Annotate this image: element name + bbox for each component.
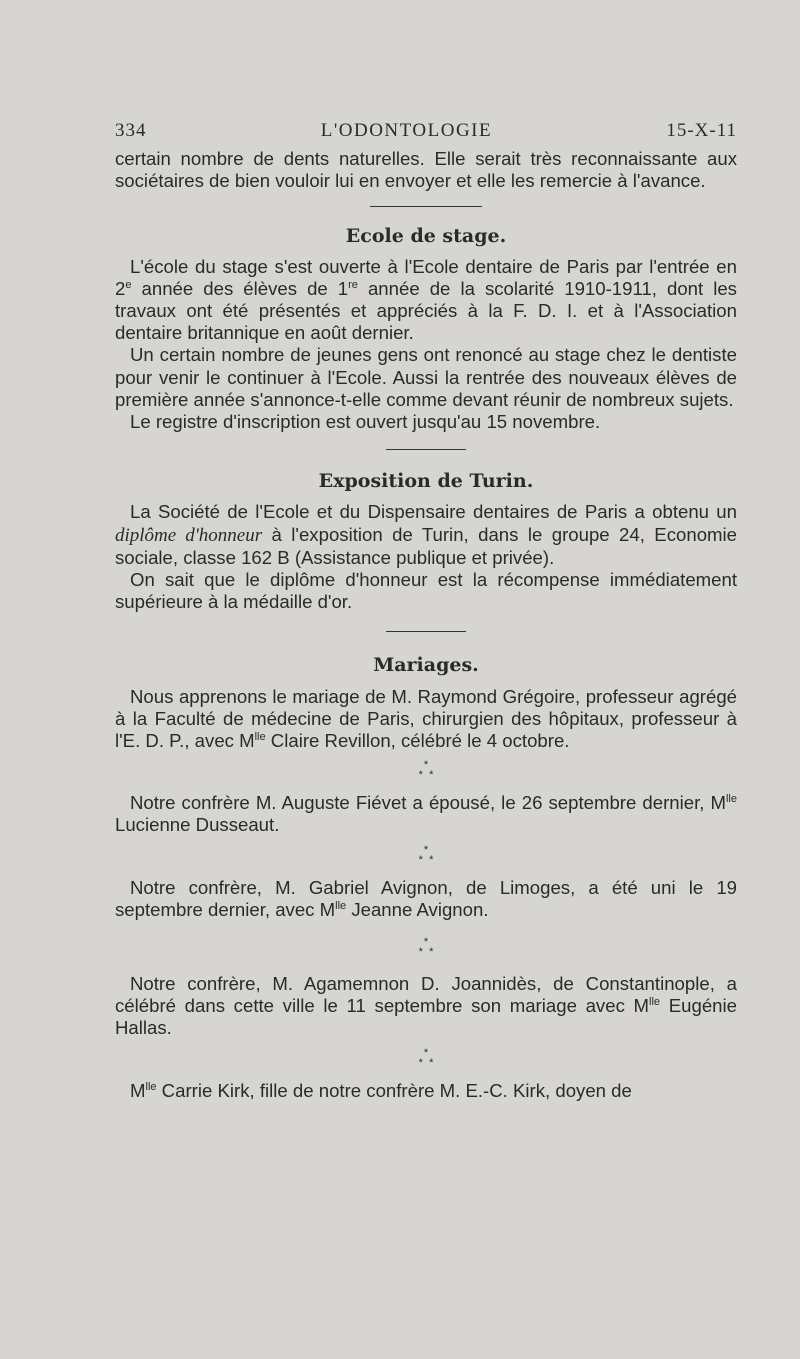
mariage-4-part-a: Notre confrère, M. Agamemnon D. Joannidès, de Constantinople, a célébré dans cette ville le 11 septembre son mariage avec M [115, 973, 737, 1017]
section-divider [370, 206, 482, 207]
stage-paragraph-2: Un certain nombre de jeunes gens ont renoncé au stage chez le dentiste pour venir le continuer à l'Ecole. Aussi la rentrée des nouveaux élèves de première année s'annonce-t-elle comme devant réunir de nombreux sujets. [115, 344, 737, 410]
mariage-1-part-b: Claire Revillon, célébré le 4 octobre. [265, 730, 570, 752]
turin-diplome-italic: diplôme d'honneur [115, 524, 263, 546]
star-bottom-right: * [429, 769, 434, 782]
mariage-paragraph-2 [115, 792, 737, 836]
mariage-1-sup: lle [254, 730, 266, 743]
stage-p1-part-b: année des élèves de 1 [131, 277, 349, 299]
star-top: * [423, 936, 429, 949]
mariage-3-part-b: Jeanne Avignon. [346, 898, 489, 920]
section-divider [386, 631, 466, 632]
star-bottom-right: * [429, 946, 434, 959]
stage-p1-part-a: L'école du stage s'est ouverte à l'Ecole dentaire de Paris par l'entrée en 2 [115, 255, 737, 299]
heading-mariages: Mariages. [373, 654, 479, 677]
stage-paragraph-1 [115, 256, 737, 345]
mariage-paragraph-3 [115, 877, 737, 921]
turin-paragraph-2: On sait que le diplôme d'honneur est la récompense immédiatement supérieure à la médaille d'or. [115, 569, 737, 613]
asterism-divider [115, 937, 737, 957]
mariage-2-sup: lle [725, 793, 737, 806]
stage-paragraph-3: Le registre d'inscription est ouvert jusqu'au 15 novembre. [130, 411, 601, 433]
page [115, 120, 737, 1102]
mariage-3-sup: lle [335, 899, 347, 912]
stage-p1-sup-1: e [125, 278, 132, 291]
heading-exposition-de-turin: Exposition de Turin. [318, 470, 534, 493]
asterism-divider [115, 760, 737, 780]
star-bottom-pair [115, 947, 737, 957]
asterism-divider [115, 845, 737, 865]
mariage-3-part-a: Notre confrère, M. Gabriel Avignon, de Limoges, a été uni le 19 septembre dernier, avec M [115, 876, 737, 920]
turin-p1-part-a: La Société de l'Ecole et du Dispensaire dentaires de Paris a obtenu un [130, 501, 737, 523]
mariage-paragraph-4 [115, 973, 737, 1040]
turin-paragraph-1 [115, 501, 737, 569]
turin-p1-part-b: à l'exposition de Turin, dans le groupe 24, Economie sociale, classe 162 B (Assistance publique et privée). [115, 523, 737, 568]
star-bottom-right: * [429, 853, 434, 866]
page-number: 334 [115, 120, 147, 141]
stage-p1-part-c: année de la scolarité 1910-1911, dont les travaux ont été présentés et appréciés à la F. D. I. et à l'Association dentaire britannique en août dernier. [115, 277, 737, 344]
mariage-paragraph-5 [115, 1080, 737, 1102]
asterism-divider [115, 1048, 737, 1068]
mariage-paragraph-1 [115, 686, 737, 753]
mariage-5-part-a: M [130, 1079, 146, 1101]
mariage-2-part-a: Notre confrère M. Auguste Fiévet a épousé, le 26 septembre dernier, M [130, 792, 726, 814]
star-bottom-pair [115, 855, 737, 865]
journal-title: L'ODONTOLOGIE [320, 120, 493, 141]
mariage-5-sup: lle [145, 1080, 157, 1093]
mariage-1-part-a: Nous apprenons le mariage de M. Raymond Grégoire, professeur agrégé à la Faculté de médecine de Paris, chirurgien des hôpitaux, professeur à l'E. D. P., avec M [115, 685, 737, 752]
star-bottom-left: * [418, 946, 423, 959]
star-bottom-pair [115, 770, 737, 780]
star-top: * [423, 843, 429, 856]
star-top: * [423, 759, 429, 772]
running-header [115, 120, 737, 142]
intro-paragraph: certain nombre de dents naturelles. Elle serait très reconnaissante aux sociétaires de bien vouloir lui en envoyer et elle les remercie à l'avance. [115, 148, 737, 192]
heading-ecole-de-stage: Ecole de stage. [345, 225, 507, 248]
star-bottom-right: * [429, 1056, 434, 1069]
star-bottom-left: * [418, 1056, 423, 1069]
star-bottom-pair [115, 1058, 737, 1068]
section-divider [386, 449, 466, 450]
mariage-4-part-b: Eugénie Hallas. [115, 995, 737, 1039]
mariage-4-sup: lle [649, 996, 661, 1009]
mariage-2-part-b: Lucienne Dusseaut. [115, 814, 280, 836]
article-body [115, 148, 737, 1102]
star-bottom-left: * [418, 769, 423, 782]
issue-date: 15-X-11 [666, 120, 737, 141]
star-bottom-left: * [418, 853, 423, 866]
mariage-5-part-b: Carrie Kirk, fille de notre confrère M. E.-C. Kirk, doyen de [156, 1079, 632, 1101]
stage-p1-sup-2: re [348, 278, 358, 291]
star-top: * [423, 1046, 429, 1059]
